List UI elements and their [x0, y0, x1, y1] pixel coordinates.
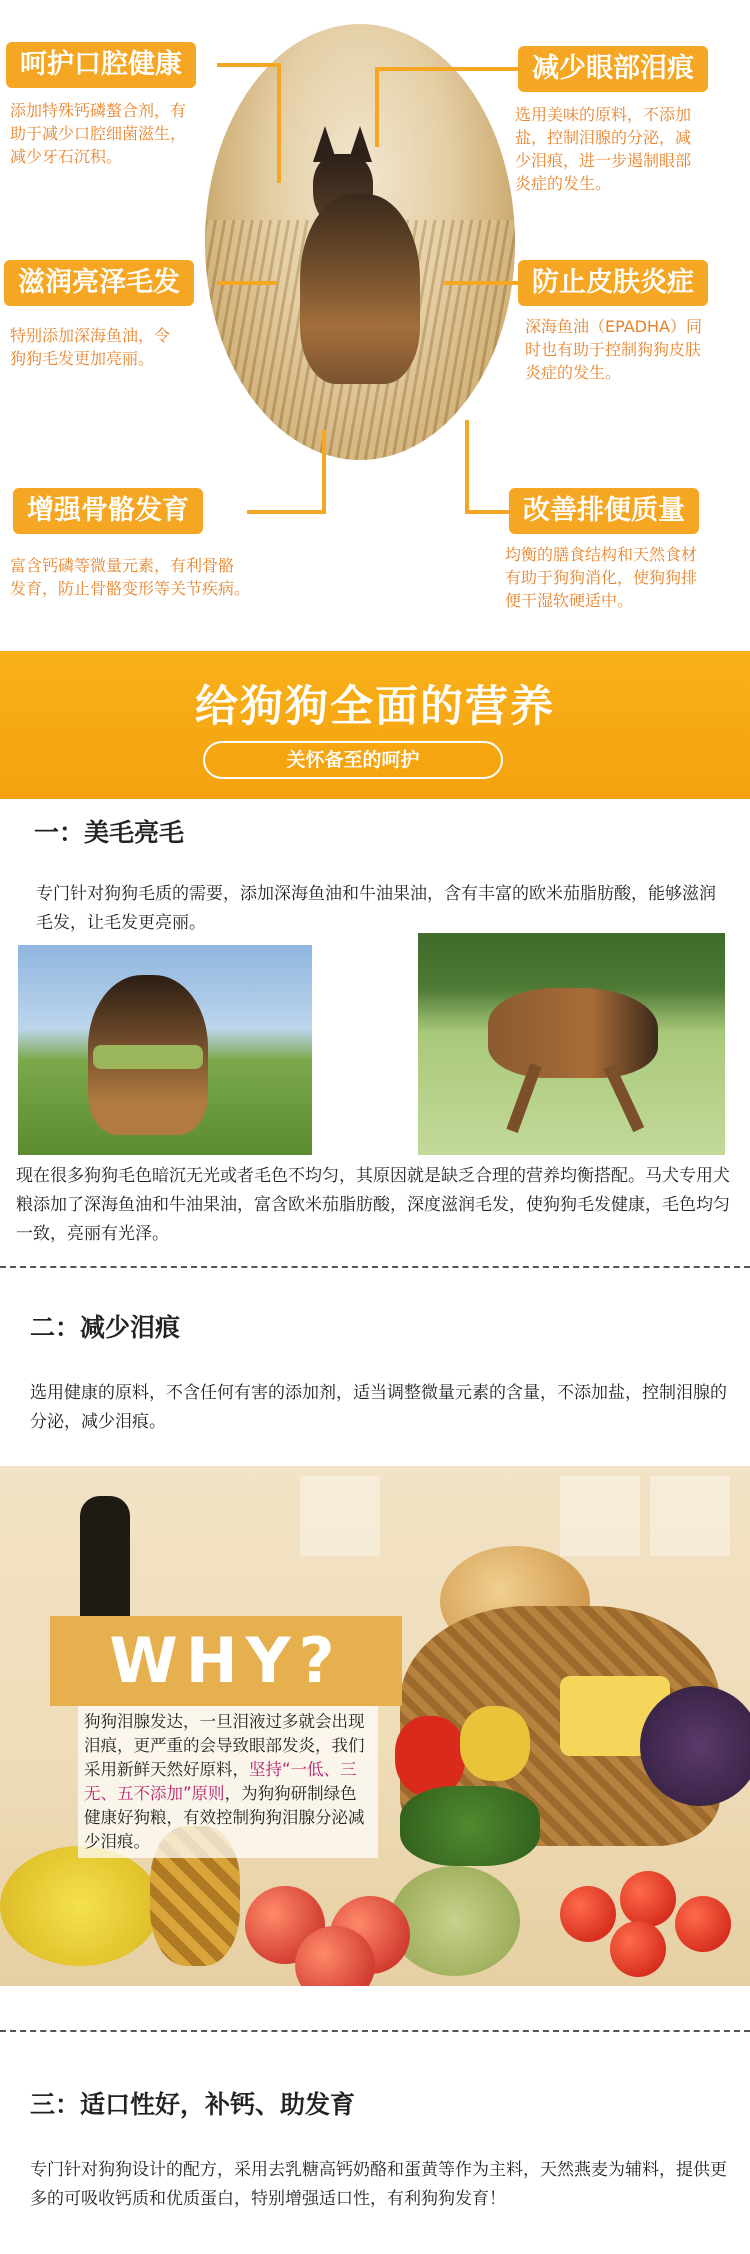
section-heading: 一：美毛亮毛 [34, 818, 185, 847]
dog-harness [93, 1045, 203, 1069]
connector-line [217, 281, 277, 285]
section-intro: 专门针对狗狗毛质的需要，添加深海鱼油和牛油果油，含有丰富的欧米茄脂肪酸，能够滋润毛发，让毛发更亮丽。 [36, 884, 716, 933]
broccoli [400, 1786, 540, 1866]
red-cabbage [640, 1686, 750, 1806]
benefit-desc: 特别添加深海鱼油，令 狗狗毛发更加亮丽。 [10, 326, 171, 368]
connector-line [465, 420, 469, 510]
benefit-desc: 均衡的膳食结构和天然食材 有助于狗狗消化，使狗狗排 便干湿软硬适中。 [505, 545, 698, 610]
wall-tile [650, 1476, 730, 1556]
benefit-badge: 减少眼部泪痕 [518, 46, 708, 92]
why-text-part: ，为狗狗研制绿色健康好狗粮，有效控制狗狗泪腺分泌减少泪痕。 [84, 1784, 365, 1851]
banner-title: 给狗狗全面的营养 [195, 682, 555, 732]
dog-body [300, 194, 420, 384]
banner-subtitle: 关怀备至的呵护 [203, 741, 503, 779]
connector-line [444, 281, 519, 285]
benefit-badge: 防止皮肤炎症 [518, 260, 708, 306]
benefit-badge: 增强骨骼发育 [13, 488, 203, 534]
benefit-badge: 改善排便质量 [509, 488, 699, 534]
section-heading: 三：适口性好，补钙、助发育 [30, 2090, 356, 2119]
why-highlight: 坚持“一低、三无、五不添加”原则 [84, 1760, 357, 1803]
dog-photo-standing [18, 945, 312, 1155]
benefit-desc: 富含钙磷等微量元素，有利骨骼 发育，防止骨骼变形等关节疾病。 [10, 556, 251, 598]
benefit-desc: 选用美味的原料，不添加 盐，控制泪腺的分泌，减 少泪痕，进一步遏制眼部 炎症的发生。 [515, 105, 692, 193]
benefits-diagram [0, 0, 750, 640]
benefit-badge: 滋润亮泽毛发 [4, 260, 194, 306]
benefit-desc: 添加特殊钙磷螯合剂，有 助于减少口腔细菌滋生， 减少牙石沉积。 [10, 101, 187, 166]
tomato [560, 1886, 616, 1942]
connector-line [247, 510, 322, 514]
wall-tile [560, 1476, 640, 1556]
why-explanation [78, 1706, 378, 1858]
section-divider [0, 1266, 750, 1268]
section-heading: 二：减少泪痕 [30, 1313, 181, 1342]
connector-line [277, 63, 281, 183]
yellow-melon [0, 1846, 160, 1966]
section-intro: 专门针对狗狗设计的配方，采用去乳糖高钙奶酪和蛋黄等作为主料，天然燕麦为辅料，提供更多的可吸收钙质和优质蛋白，特别增强适口性，有利狗狗发育！ [30, 2160, 727, 2209]
dog-photo-running [418, 933, 725, 1155]
section-divider [0, 2030, 750, 2032]
connector-line [217, 63, 277, 67]
dog-figure [488, 988, 658, 1078]
connector-line [375, 67, 520, 71]
tomato [610, 1921, 666, 1977]
connector-line [322, 430, 326, 514]
tomato [620, 1871, 676, 1927]
nutrition-banner [0, 651, 750, 799]
tomato [675, 1896, 731, 1952]
yellow-pepper [460, 1706, 530, 1781]
section-intro: 选用健康的原料，不含任何有害的添加剂，适当调整微量元素的含量，不添加盐，控制泪腺的分泌，减少泪痕。 [30, 1383, 727, 1432]
why-title: WHY? [50, 1616, 402, 1706]
benefit-desc: 深海鱼油（EPADHA）同 时也有助于控制狗狗皮肤 炎症的发生。 [525, 317, 702, 382]
why-text-part: 狗狗泪腺发达，一旦泪液过多就会出现泪痕，更严重的会导致眼部发炎，我们采用新鲜天然好原料， [84, 1712, 365, 1779]
red-pepper [395, 1716, 465, 1796]
benefit-badge: 呵护口腔健康 [6, 42, 196, 88]
dog-circle-photo [205, 24, 515, 460]
wall-tile [300, 1476, 380, 1556]
cantaloupe [390, 1866, 520, 1976]
connector-line [375, 67, 379, 147]
connector-line [465, 510, 515, 514]
section-body: 现在很多狗狗毛色暗沉无光或者毛色不均匀，其原因就是缺乏合理的营养均衡搭配。马犬专用犬粮添加了深海鱼油和牛油果油，富含欧米茄脂肪酸，深度滋润毛发，使狗狗毛发健康，毛色均匀一致，亮丽有光泽。 [16, 1166, 730, 1244]
